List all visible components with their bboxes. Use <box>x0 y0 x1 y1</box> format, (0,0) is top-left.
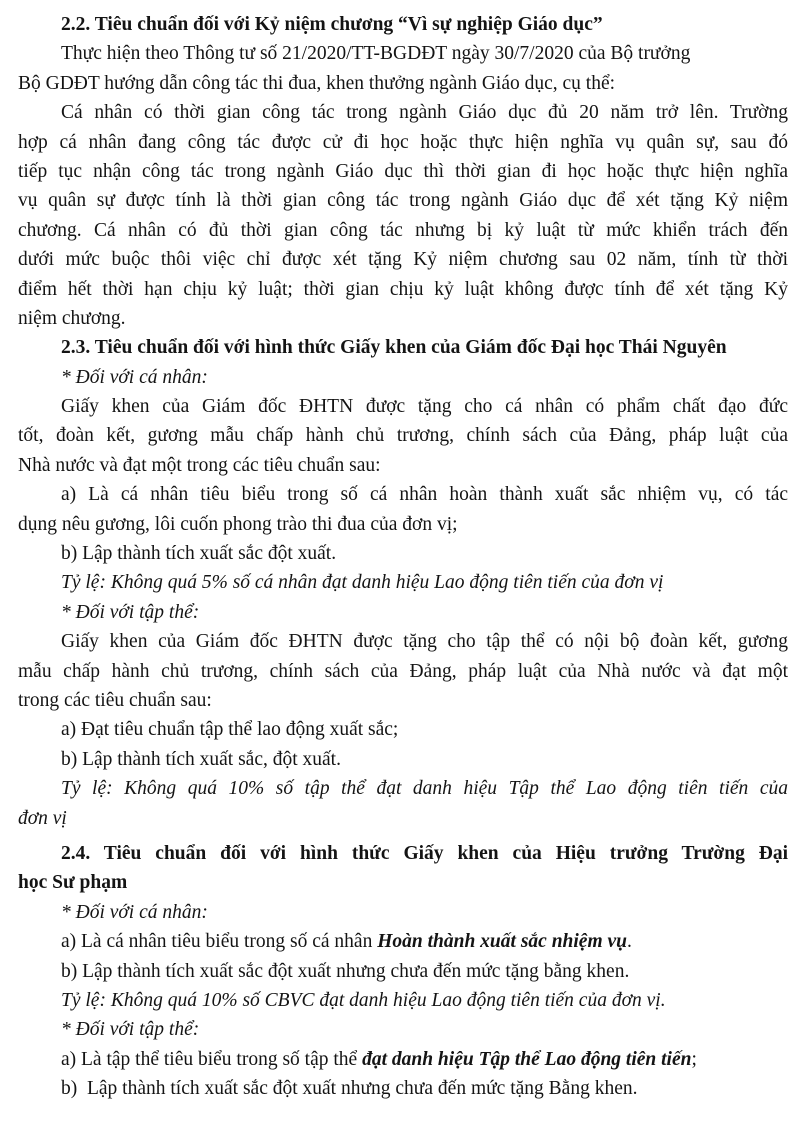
section-2-4-heading-line2: học Sư phạm <box>18 872 128 894</box>
s22-para2-line5: chương. Cá nhân có đủ thời gian công tác nhưng bị kỷ luật từ mức khiển trách đến <box>18 219 788 241</box>
s22-para1-line1: Thực hiện theo Thông tư số 21/2020/TT-BGDĐT ngày 30/7/2020 của Bộ trưởng <box>61 43 691 65</box>
s23-col-para-line3: trong các tiêu chuẩn sau: <box>18 689 212 711</box>
s23-col-item-a: a) Đạt tiêu chuẩn tập thể lao động xuất sắc; <box>61 719 399 741</box>
s24-col-item-b: b) Lập thành tích xuất sắc đột xuất nhưng chưa đến mức tặng Bằng khen. <box>61 1078 638 1100</box>
s22-para2-line4: vụ quân sự được tính là thời gian công tác trong ngành Giáo dục để xét tặng Kỷ niệm <box>18 190 788 212</box>
s24-ind-item-a-text: a) Là cá nhân tiêu biểu trong số cá nhân <box>61 931 378 953</box>
document-page <box>18 10 788 1103</box>
s23-col-para-line2: mẫu chấp hành chủ trương, chính sách của Đảng, pháp luật của Nhà nước và đạt một <box>18 660 788 682</box>
s24-ind-item-b: b) Lập thành tích xuất sắc đột xuất nhưng chưa đến mức tặng bằng khen. <box>61 960 630 982</box>
s24-col-item-a-text: a) Là tập thể tiêu biểu trong số tập thể <box>61 1048 363 1070</box>
section-2-2-heading: 2.2. Tiêu chuẩn đối với Kỷ niệm chương “Vì sự nghiệp Giáo dục” <box>61 14 603 35</box>
s23-col-ratio-line2: đơn vị <box>18 807 67 829</box>
s24-col-item-a-emphasis: đạt danh hiệu Tập thể Lao động tiên tiến <box>362 1048 692 1070</box>
s22-para2-line1: Cá nhân có thời gian công tác trong ngành Giáo dục đủ 20 năm trở lên. Trường <box>61 102 788 124</box>
s24-ind-item-a <box>18 927 788 956</box>
section-2-3-heading: 2.3. Tiêu chuẩn đối với hình thức Giấy khen của Giám đốc Đại học Thái Nguyên <box>61 337 727 359</box>
s22-para2-line6: dưới mức buộc thôi việc chỉ được xét tặng Kỷ niệm chương sau 02 năm, tính từ thời <box>18 249 788 271</box>
s22-para2-line2: hợp cá nhân đang công tác được cử đi học hoặc thực hiện nghĩa vụ quân sự, sau đó <box>18 131 788 153</box>
s23-col-item-b: b) Lập thành tích xuất sắc, đột xuất. <box>61 748 341 770</box>
s24-ind-ratio: Tỷ lệ: Không quá 10% số CBVC đạt danh hiệu Lao động tiên tiến của đơn vị. <box>61 989 666 1011</box>
s23-ind-item-a-line1: a) Là cá nhân tiêu biểu trong số cá nhân hoàn thành xuất sắc nhiệm vụ, có tác <box>61 484 788 506</box>
s23-col-ratio-line1: Tỷ lệ: Không quá 10% số tập thể đạt danh hiệu Tập thể Lao động tiên tiến của <box>61 778 788 800</box>
s24-individual-label: * Đối với cá nhân: <box>61 901 208 923</box>
s22-para2-line3: tiếp tục nhận công tác trong ngành Giáo dục thì thời gian đi học hoặc thực hiện nghĩa <box>18 160 788 182</box>
s23-ind-item-b: b) Lập thành tích xuất sắc đột xuất. <box>61 543 337 565</box>
s23-collective-label: * Đối với tập thể: <box>61 601 200 623</box>
s23-ind-para-line3: Nhà nước và đạt một trong các tiêu chuẩn sau: <box>18 454 381 476</box>
s24-ind-item-a-emphasis: Hoàn thành xuất sắc nhiệm vụ <box>377 931 627 953</box>
s23-ind-ratio: Tỷ lệ: Không quá 5% số cá nhân đạt danh hiệu Lao động tiên tiến của đơn vị <box>61 572 664 594</box>
s22-para2-line7: điểm hết thời hạn chịu kỷ luật; thời gian chịu kỷ luật không được tính để xét tặng Kỷ <box>18 278 788 300</box>
s23-ind-item-a-line2: dụng nêu gương, lôi cuốn phong trào thi đua của đơn vị; <box>18 513 458 535</box>
s24-col-item-a-end: ; <box>691 1048 697 1070</box>
s23-col-para-line1: Giấy khen của Giám đốc ĐHTN được tặng cho tập thể có nội bộ đoàn kết, gương <box>61 631 788 653</box>
s23-ind-para-line1: Giấy khen của Giám đốc ĐHTN được tặng cho cá nhân có phẩm chất đạo đức <box>61 396 788 418</box>
s23-individual-label: * Đối với cá nhân: <box>61 366 208 388</box>
s24-ind-item-a-end: . <box>627 931 632 953</box>
s24-collective-label: * Đối với tập thể: <box>61 1019 200 1041</box>
s23-ind-para-line2: tốt, đoàn kết, gương mẫu chấp hành chủ trương, chính sách của Đảng, pháp luật của <box>18 425 788 447</box>
s24-col-item-a <box>18 1045 788 1074</box>
s22-para1-line2: Bộ GDĐT hướng dẫn công tác thi đua, khen thưởng ngành Giáo dục, cụ thể: <box>18 72 616 94</box>
s22-para2-line8: niệm chương. <box>18 307 126 329</box>
section-2-4-heading-line1: 2.4. Tiêu chuẩn đối với hình thức Giấy khen của Hiệu trưởng Trường Đại <box>61 842 788 864</box>
